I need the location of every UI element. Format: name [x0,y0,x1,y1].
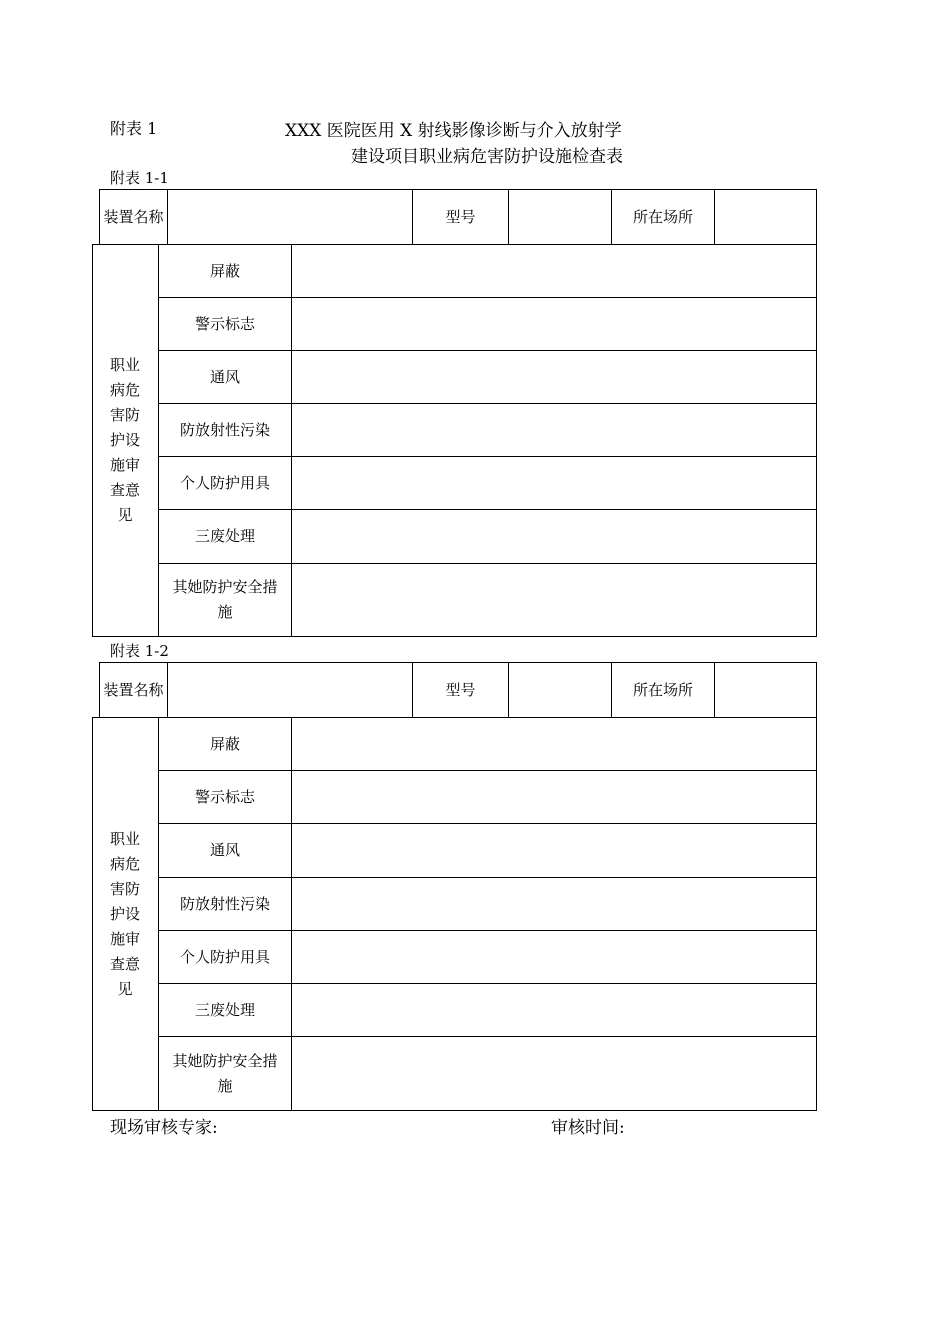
location-label: 所在场所 [632,680,693,699]
model-field[interactable] [509,663,611,717]
item-shielding: 屏蔽 [209,734,240,753]
device-name-field[interactable] [168,190,412,244]
item-radioactive-contamination: 防放射性污染 [179,894,270,913]
item-waste-treatment: 三废处理 [194,527,255,545]
opinion-field[interactable] [292,404,816,456]
on-site-review-expert-label: 现场审核专家: [110,1118,218,1138]
opinion-field[interactable] [292,510,816,563]
item-personal-protective-equipment: 个人防护用具 [179,473,270,492]
item-ventilation: 通风 [209,841,240,859]
location-field[interactable] [715,190,816,244]
opinion-field[interactable] [292,351,816,403]
document-title-line1: XXX 医院医用 X 射线影像诊断与介入放射学 [285,121,622,141]
opinion-field[interactable] [292,457,816,509]
opinion-field[interactable] [292,1037,816,1110]
opinion-field[interactable] [292,931,816,983]
item-other-safety-measures: 其她防护安全措施 [172,578,278,621]
item-shielding: 屏蔽 [209,261,240,280]
location-label: 所在场所 [632,207,693,226]
review-time-label: 审核时间: [551,1118,625,1138]
item-waste-treatment: 三废处理 [194,1000,255,1019]
opinion-field[interactable] [292,878,816,930]
item-other-safety-measures: 其她防护安全措施 [172,1051,278,1095]
model-label: 型号 [445,680,476,699]
table-2-label: 附表 1-2 [110,642,169,660]
device-name-label: 装置名称 [103,680,164,699]
item-warning-signs: 警示标志 [194,787,255,806]
opinion-field[interactable] [292,298,816,350]
table-1-label: 附表 1-1 [110,169,169,187]
item-radioactive-contamination: 防放射性污染 [179,420,270,439]
item-warning-signs: 警示标志 [194,314,255,333]
document-title-line2: 建设项目职业病危害防护设施检查表 [351,147,623,167]
location-field[interactable] [715,663,816,717]
item-personal-protective-equipment: 个人防护用具 [179,947,270,966]
opinion-field[interactable] [292,245,816,297]
device-name-field[interactable] [168,663,412,717]
opinion-field[interactable] [292,564,816,636]
opinion-field[interactable] [292,771,816,823]
opinion-field[interactable] [292,984,816,1036]
model-label: 型号 [445,207,476,226]
opinion-field[interactable] [292,718,816,770]
section-label: 职业病危害防护设施审查意见 [109,356,140,524]
opinion-field[interactable] [292,824,816,877]
item-ventilation: 通风 [209,367,240,386]
section-label: 职业病危害防护设施审查意见 [109,829,140,998]
device-name-label: 装置名称 [103,207,164,226]
appendix-label: 附表 1 [110,119,158,138]
model-field[interactable] [509,190,611,244]
